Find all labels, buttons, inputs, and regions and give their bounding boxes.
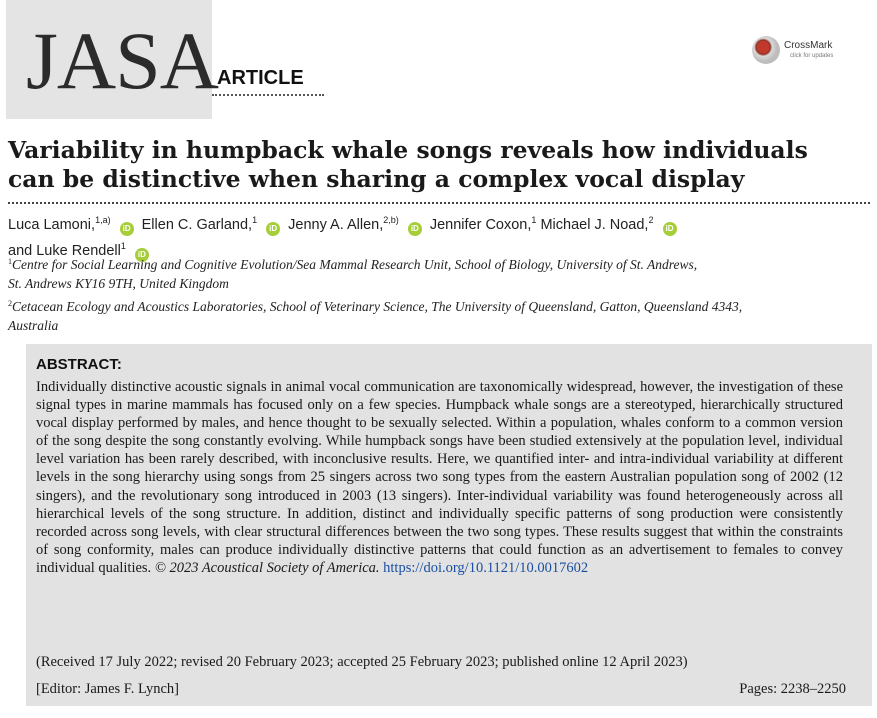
author-name: and Luke Rendell xyxy=(8,243,121,259)
affiliation-1 xyxy=(8,253,870,293)
affiliation-2 xyxy=(8,295,870,335)
crossmark-label: CrossMark xyxy=(784,40,833,51)
author-name: Ellen C. Garland, xyxy=(141,217,253,233)
orcid-icon[interactable]: iD xyxy=(266,222,280,236)
author-name: Luca Lamoni, xyxy=(8,217,96,233)
author-name: Michael J. Noad, xyxy=(540,217,649,233)
title-line: Variability in humpback whale songs reveals how individuals xyxy=(8,136,808,164)
journal-logo: JASA xyxy=(26,15,218,106)
crossmark-icon xyxy=(752,36,780,64)
author-name: Jennifer Coxon, xyxy=(429,217,532,233)
paper-title xyxy=(8,136,870,194)
affiliation-line: St. Andrews KY16 9TH, United Kingdom xyxy=(8,275,229,291)
crossmark-sublabel: click for updates xyxy=(790,53,834,59)
author-affil-marker: 2 xyxy=(648,215,654,225)
abstract-heading: ABSTRACT: xyxy=(36,356,122,373)
affiliation-line: Cetacean Ecology and Acoustics Laboratories, School of Veterinary Science, The University of Queensland, Gatton, Queensland 4343, xyxy=(12,299,743,314)
title-divider xyxy=(8,202,870,204)
copyright-notice: © 2023 Acoustical Society of America. xyxy=(154,559,380,576)
affiliation-marker: 2 xyxy=(8,299,12,308)
crossmark-button[interactable] xyxy=(752,36,842,68)
section-label: ARTICLE xyxy=(217,67,304,89)
affiliation-line: Centre for Social Learning and Cognitive Evolution/Sea Mammal Research Unit, School of Biology, University of St. Andrews, xyxy=(12,257,698,272)
doi-link[interactable]: https://doi.org/10.1121/10.0017602 xyxy=(383,559,589,576)
received-dates: (Received 17 July 2022; revised 20 February 2023; accepted 25 February 2023; published online 12 April 2023) xyxy=(36,654,688,670)
editor-line: [Editor: James F. Lynch] xyxy=(36,681,180,697)
orcid-icon[interactable]: iD xyxy=(120,222,134,236)
orcid-icon[interactable]: iD xyxy=(135,248,149,262)
author-affil-marker: 1 xyxy=(252,215,258,225)
author-affil-marker: 1 xyxy=(120,241,126,251)
author-affil-marker: 2,b) xyxy=(383,215,399,225)
affiliation-marker: 1 xyxy=(8,257,12,266)
journal-logo-box xyxy=(6,0,218,119)
author-affil-marker: 1 xyxy=(531,215,537,225)
author-name: Jenny A. Allen, xyxy=(288,217,384,233)
affiliation-line: Australia xyxy=(8,317,59,333)
abstract-text: Individually distinctive acoustic signals in animal vocal communication are taxonomically widespread, however, the investigation of these signal types in marine mammals has focused only on a few species. Humpback whale songs are a stereotyped, hierarchically structured vocal display performed by males, and hence thought to be sexually selected. Within a population, whales conform to a common version of the song despite the song constantly evolving. While humpback songs have been studied extensively at the population level, individual level variation has been rarely described, with inconclusive results. Here, we quantified inter- and intra-individual variability at different levels in the song hierarchy using songs from 25 singers across two song types from the eastern Australian population song of 2002 (12 singers), and the revolutionary song introduced in 2003 (13 singers). Inter-individual variability was found heterogeneously across all hierarchical levels of the song structure. In addition, distinct and individually specific patterns of song production were consistently recorded across song levels, with clear structural differences between the two song types. These results suggest that within the constraints of song conformity, males can produce individually distinctive patterns that could function as an advertisement to females to convey individual qualities. xyxy=(36,379,843,576)
orcid-icon[interactable]: iD xyxy=(408,222,422,236)
orcid-icon[interactable]: iD xyxy=(663,222,677,236)
abstract-body xyxy=(36,378,843,577)
page-range: Pages: 2238–2250 xyxy=(739,681,846,697)
author-affil-marker: 1,a) xyxy=(95,215,111,225)
header-divider xyxy=(212,94,324,96)
title-line: can be distinctive when sharing a complex vocal display xyxy=(8,165,745,193)
